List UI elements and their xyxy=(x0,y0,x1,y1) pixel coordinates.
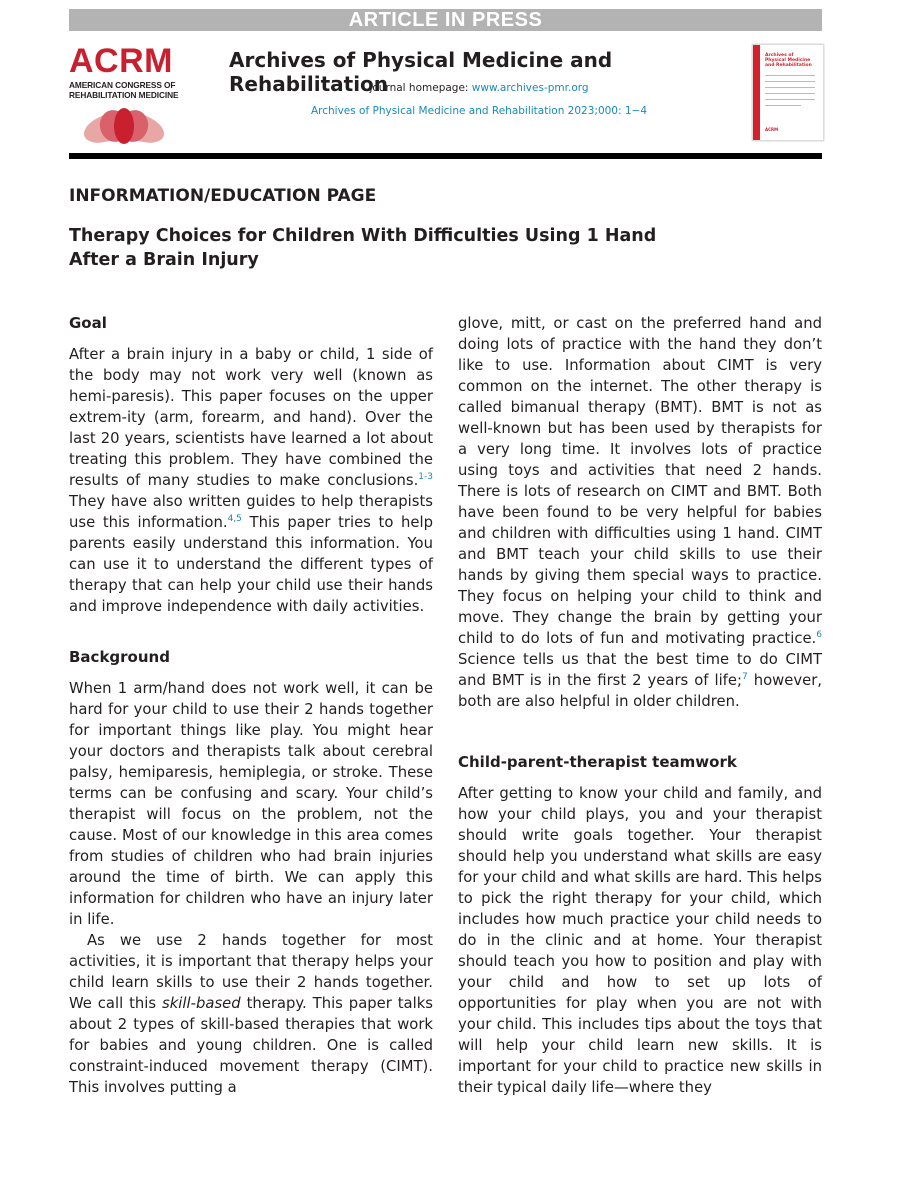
homepage-label: journal homepage: xyxy=(369,82,472,94)
right-column xyxy=(458,313,822,1098)
background-paragraph: When 1 arm/hand does not work well, it can be hard for your child to use their 2 hands together for important things like play. You might hear your doctors and therapists talk about cerebral palsy, hemiparesis, hemiplegia, or stroke. These terms can be confusing and scary. Your child’s therapist will focus on the problem, not the cause. Most of our knowledge in this area comes from studies of children who had brain injuries around the time of birth. We can apply this information for children who have an injury later in life. xyxy=(69,680,433,928)
cover-title: Archives of Physical Medicine and Rehabilitation xyxy=(765,53,812,68)
acrm-logo[interactable] xyxy=(69,44,179,150)
logo-subtitle: AMERICAN CONGRESS OF REHABILITATION MEDICINE xyxy=(69,80,179,100)
therapy-paragraph: glove, mitt, or cast on the preferred hand and doing lots of practice with the hand they don’t like to use. Information about CIMT is very common on the internet. The other therapy is called bimanual therapy (BMT). BMT is not as well-known but has been used by therapists for a very long time. It involves lots of practice using toys and activities that need 2 hands. There is lots of research on CIMT and BMT. Both have been found to be very helpful for babies and children with difficulties using 1 hand. CIMT and BMT teach your child skills to use their hands by giving them special ways to practice. They focus on helping your child to think and move. They change the brain by getting your child to do lots of fun and motivating practice.$^6$ Science tells us that the best time to do CIMT and BMT is in the first 2 years of life;$^7$ however, both are also helpful in older children. xyxy=(458,315,822,710)
citation-ref[interactable]: 7 xyxy=(741,672,748,683)
lotus-icon xyxy=(69,104,179,146)
citation-ref[interactable]: 1-3 xyxy=(418,472,433,483)
citation-ref[interactable]: 4,5 xyxy=(227,514,242,525)
journal-citation[interactable]: Archives of Physical Medicine and Rehabilitation 2023;000: 1−4 xyxy=(310,105,648,117)
header-rule xyxy=(69,153,822,159)
journal-cover-thumbnail[interactable] xyxy=(752,44,824,141)
article-title: Therapy Choices for Children With Difficulties Using 1 Hand After a Brain Injury xyxy=(69,226,657,270)
section-label: INFORMATION/EDUCATION PAGE xyxy=(69,186,377,206)
goal-paragraph: After a brain injury in a baby or child, 1 side of the body may not work very well (known as hemi-paresis). This paper focuses on the upper extrem-ity (arm, forearm, and hand). Over the last 20 years, scientists have learned a lot about treating this problem. They have combined the results of many studies to make conclusions.$^{1-3}$ They have also written guides to help therapists use this information.$^{4,5}$ This paper tries to help parents easily understand this information. You can use it to understand the different types of therapy that can help your child use their hands and improve independence with daily activities. xyxy=(69,346,434,615)
goal-heading: Goal xyxy=(69,314,107,332)
teamwork-heading: Child-parent-therapist teamwork xyxy=(458,753,737,771)
background-heading: Background xyxy=(69,648,170,666)
cover-logo: ACRM xyxy=(765,127,779,132)
skill-based-term: skill-based xyxy=(162,995,241,1012)
journal-title[interactable]: Archives of Physical Medicine and Rehabilitation xyxy=(229,48,613,96)
logo-acronym: ACRM xyxy=(69,42,173,80)
article-in-press-banner: ARTICLE IN PRESS xyxy=(69,9,822,31)
journal-homepage xyxy=(229,82,729,94)
background-paragraph-2: As we use 2 hands together for most activities, it is important that therapy helps your child learn skills to use their 2 hands together. We call this skill-based therapy. This paper talks about 2 types of skill-based therapies that work for babies and young children. One is called constraint-induced movement therapy (CIMT). This involves putting a xyxy=(69,932,434,1096)
citation-ref[interactable]: 6 xyxy=(816,630,822,641)
teamwork-paragraph: After getting to know your child and family, and how your child plays, you and your therapist should write goals together. Your therapist should help you understand what skills are easy for your child and what skills are hard. This helps to pick the right therapy for your child, which includes how much practice your child needs to do in the clinic and at home. Your therapist should teach you how to position and play with your child and how to set up lots of opportunities for play when you are not with your child. This includes tips about the toys that will help your child learn new skills. It is important for your child to practice new skills in their typical daily life—where they xyxy=(458,785,822,1096)
left-column xyxy=(69,313,433,1098)
homepage-link[interactable]: www.archives-pmr.org xyxy=(471,82,589,94)
